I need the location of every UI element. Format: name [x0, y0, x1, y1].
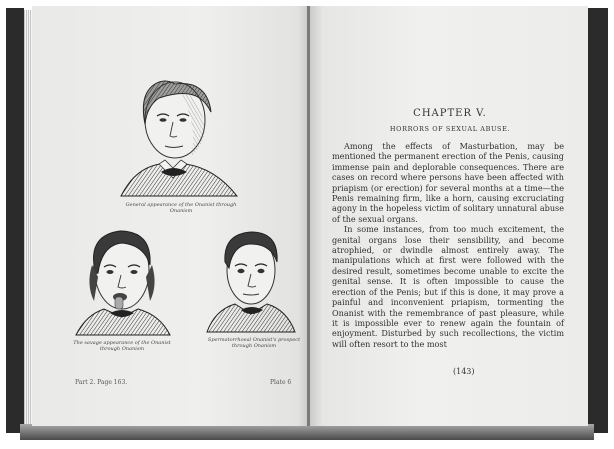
left-page-footer-plate: Plate 6: [270, 379, 292, 386]
book-cover-right: [586, 8, 608, 433]
caption-top-portrait: General appearance of the Onanist through Onanism: [125, 202, 237, 214]
book-gutter: [307, 6, 310, 426]
page-edges-left: [24, 10, 32, 430]
portrait-bottom-left-engraving: [72, 225, 172, 337]
book-cover-left: [6, 8, 24, 433]
portrait-bottom-right-engraving: [205, 222, 297, 334]
book-bottom-edge: [20, 424, 594, 440]
left-page-footer-part: Part 2. Page 163.: [75, 379, 128, 386]
paragraph-1: Among the effects of Masturbation, may be mentioned the permanent erection of the Penis, causing immense pain and deplorable consequences. There are cases on record where persons have been affected with priapism (or erection) for several months at a time—the Penis remaining firm, like a horn, causing excruciating agony in the hopeless victim of solitary unnatural abuse of the sexual organs.: [332, 141, 564, 224]
caption-bottom-left-portrait: The savage appearance of the Onanist through Onanism: [73, 340, 171, 352]
portrait-top-engraving: [115, 68, 241, 198]
caption-bottom-right-portrait: Spermatorrhoeal Onanist's prospect through Onanism: [207, 337, 301, 349]
chapter-body-text: [332, 141, 564, 349]
paragraph-2: In some instances, from too much excitement, the genital organs lose their sensibility, and become atrophied, or dwindle almost entirely away. The manipulations which at first were followed with the desired result, sometimes become unable to excite the genital sense. It is often impossible to cause the erection of the Penis; but if this is done, it may prove a painful and inconvenient priapism, tormenting the Onanist with the remembrance of past pleasure, while it is impossible ever to renew again the fountain of enjoyment. Disturbed by such recollections, the victim will often resort to the most: [332, 224, 564, 349]
page-number: (143): [453, 367, 475, 376]
chapter-heading: CHAPTER V.: [413, 108, 487, 119]
chapter-subtitle: HORRORS OF SEXUAL ABUSE.: [389, 125, 511, 133]
